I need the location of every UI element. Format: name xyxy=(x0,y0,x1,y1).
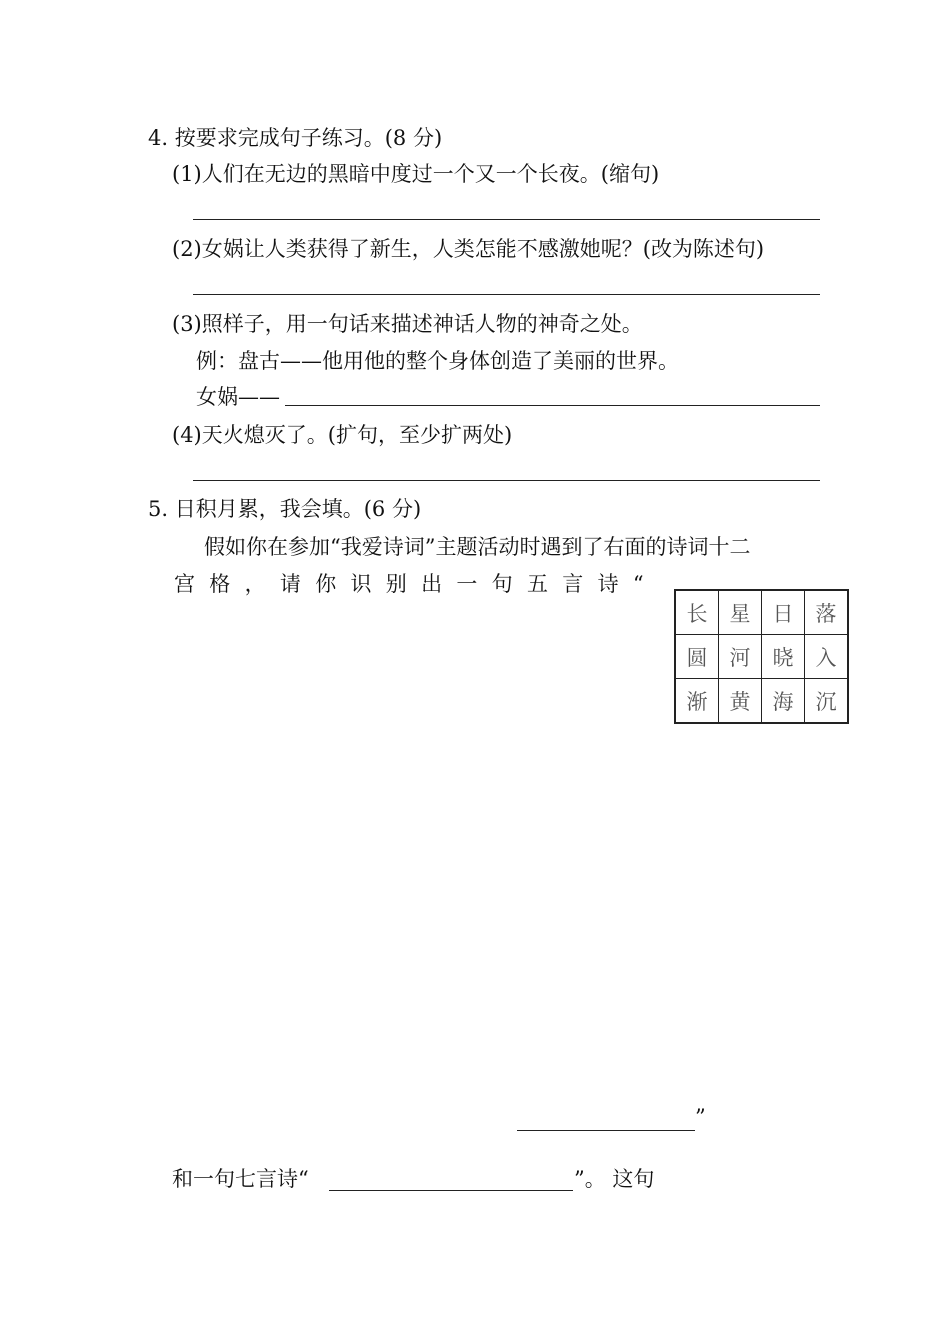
question-5-line-2: 宫 格 ， 请 你 识 别 出 一 句 五 言 诗 “ xyxy=(174,572,644,596)
question-4-part-4: (4)天火熄灭了。(扩句，至少扩两处) xyxy=(172,423,513,447)
grid-cell: 入 xyxy=(805,635,849,679)
grid-row xyxy=(675,679,848,724)
question-4-part-1: (1)人们在无边的黑暗中度过一个又一个长夜。(缩句) xyxy=(172,162,660,186)
nvwa-prefix: 女娲—— xyxy=(196,385,280,409)
grid-cell: 渐 xyxy=(675,679,719,724)
grid-cell: 落 xyxy=(805,590,849,635)
answer-line-five-character[interactable] xyxy=(517,1130,695,1131)
grid-cell: 沉 xyxy=(805,679,849,724)
question-5-title: 5. 日积月累，我会填。(6 分) xyxy=(148,497,422,521)
question-4-part-3: (3)照样子，用一句话来描述神话人物的神奇之处。 xyxy=(172,312,643,336)
example-sentence: 例：盘古——他用他的整个身体创造了美丽的世界。 xyxy=(196,349,679,373)
grid-cell: 长 xyxy=(675,590,719,635)
grid-cell: 圆 xyxy=(675,635,719,679)
answer-line-4-1[interactable] xyxy=(193,219,820,220)
answer-line-nvwa[interactable] xyxy=(285,405,820,406)
grid-row xyxy=(675,590,848,635)
grid-row xyxy=(675,635,848,679)
seven-character-suffix: ”。 这句 xyxy=(574,1167,655,1191)
grid-cell: 晓 xyxy=(762,635,805,679)
grid-cell: 海 xyxy=(762,679,805,724)
close-quote: ” xyxy=(695,1105,706,1129)
question-5-intro: 假如你在参加“我爱诗词”主题活动时遇到了右面的诗词十二 xyxy=(204,535,751,559)
poem-grid xyxy=(674,589,849,724)
answer-line-4-4[interactable] xyxy=(193,480,820,481)
answer-line-seven-character[interactable] xyxy=(329,1190,573,1191)
grid-cell: 星 xyxy=(719,590,762,635)
answer-line-4-2[interactable] xyxy=(193,294,820,295)
question-4-title: 4. 按要求完成句子练习。(8 分) xyxy=(148,126,443,150)
grid-cell: 日 xyxy=(762,590,805,635)
question-4-part-2: (2)女娲让人类获得了新生，人类怎能不感激她呢？(改为陈述句) xyxy=(172,237,765,261)
grid-cell: 黄 xyxy=(719,679,762,724)
seven-character-prefix: 和一句七言诗“ xyxy=(172,1167,309,1191)
grid-cell: 河 xyxy=(719,635,762,679)
